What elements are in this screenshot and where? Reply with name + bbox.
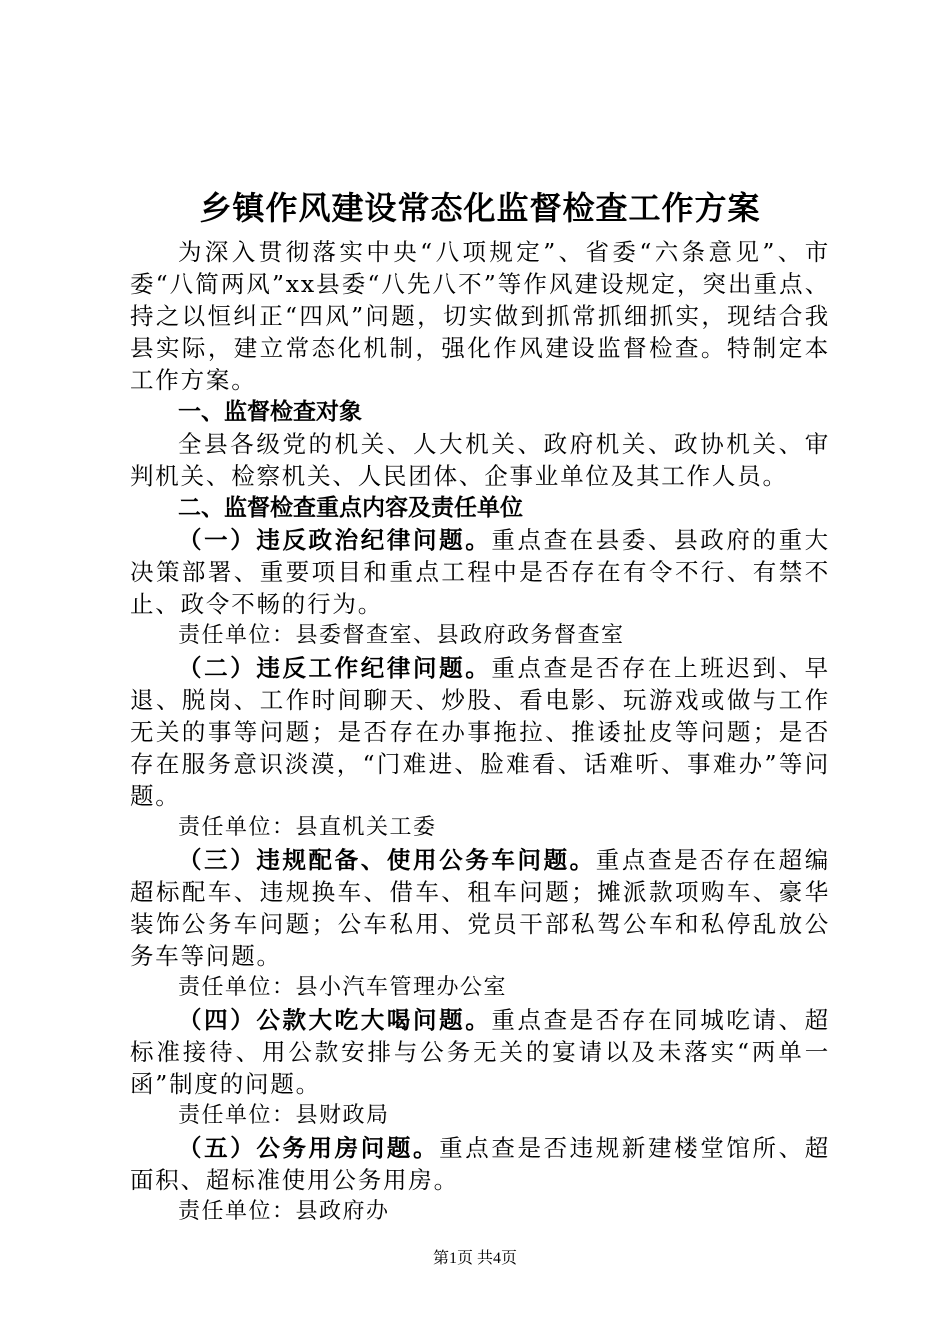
item-1-label: （一）违反政治纪律问题。	[178, 526, 492, 554]
item-2	[130, 652, 830, 812]
item-4-text: 重点查是否存在同城吃请、超标准接待、用公款安排与公务无关的宴请以及未落实“两单一函”制度的问题。	[130, 1006, 830, 1098]
page-footer: 第1页 共4页	[432, 1250, 517, 1267]
item-4	[130, 1004, 830, 1100]
item-3-responsible: 责任单位：县小汽车管理办公室	[178, 975, 508, 1000]
item-4-label: （四）公款大吃大喝问题。	[178, 1006, 492, 1034]
item-3-label: （三）违规配备、使用公务车问题。	[178, 846, 596, 874]
section1-heading: 一、监督检查对象	[178, 399, 362, 425]
item-3	[130, 844, 830, 972]
item-2-label: （二）违反工作纪律问题。	[178, 654, 492, 682]
item-1-responsible: 责任单位：县委督查室、县政府政务督查室	[178, 623, 625, 648]
item-5-responsible: 责任单位：县政府办	[178, 1199, 390, 1224]
item-5	[130, 1132, 830, 1196]
document-page	[130, 180, 830, 1228]
item-2-responsible: 责任单位：县直机关工委	[178, 815, 437, 840]
section1-body: 全县各级党的机关、人大机关、政府机关、政协机关、审判机关、检察机关、人民团体、企事业单位及其工作人员。	[130, 430, 830, 490]
item-2-text: 重点查是否存在上班迟到、早退、脱岗、工作时间聊天、炒股、看电影、玩游戏或做与工作无关的事等问题；是否存在办事拖拉、推诿扯皮等问题；是否存在服务意识淡漠，“门难进、脸难看、话难听、事难办”等问题。	[130, 654, 830, 810]
item-4-responsible: 责任单位：县财政局	[178, 1103, 390, 1128]
document-title: 乡镇作风建设常态化监督检查工作方案	[199, 189, 761, 227]
item-5-text: 重点查是否违规新建楼堂馆所、超面积、超标准使用公务用房。	[130, 1134, 830, 1194]
item-3-text: 重点查是否存在超编超标配车、违规换车、借车、租车问题；摊派款项购车、豪华装饰公务车问题；公车私用、党员干部私驾公车和私停乱放公务车等问题。	[130, 846, 830, 970]
intro-paragraph: 为深入贯彻落实中央“八项规定”、省委“六条意见”、市委“八简两风”xx县委“八先八不”等作风建设规定，突出重点、持之以恒纠正“四风”问题，切实做到抓常抓细抓实，现结合我县实际，建立常态化机制，强化作风建设监督检查。特制定本工作方案。	[130, 238, 830, 394]
item-1	[130, 524, 830, 620]
item-5-label: （五）公务用房问题。	[178, 1134, 440, 1162]
item-1-text: 重点查在县委、县政府的重大决策部署、重要项目和重点工程中是否存在有令不行、有禁不止、政令不畅的行为。	[130, 526, 830, 618]
section2-heading: 二、监督检查重点内容及责任单位	[178, 495, 523, 521]
